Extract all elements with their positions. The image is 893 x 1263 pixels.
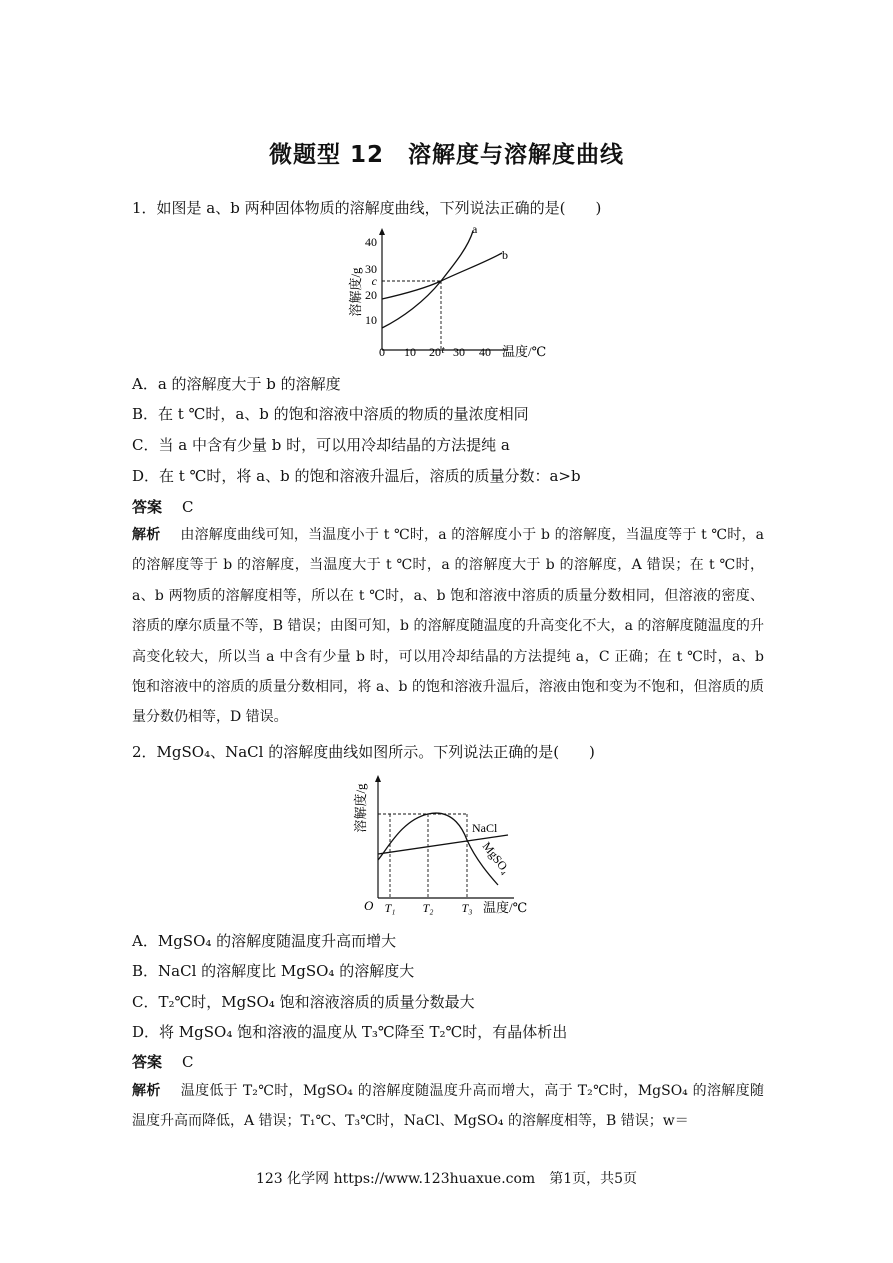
q2-option-c: C．T₂℃时，MgSO₄ 饱和溶液溶质的质量分数最大 <box>132 993 475 1011</box>
page-title: 微题型 12 溶解度与溶解度曲线 <box>268 142 624 168</box>
q1-ytick: 30 <box>365 262 377 276</box>
q2-xtick-t2: T₂ <box>422 901 434 915</box>
q1-xtick: 10 <box>404 345 416 359</box>
q2-stem: 2．MgSO₄、NaCl 的溶解度曲线如图所示。下列说法正确的是( ) <box>132 743 595 761</box>
q1-series-a-label: a <box>472 222 478 236</box>
q2-analysis <box>132 1076 764 1137</box>
q2-xtick-t3: T₃ <box>461 901 473 915</box>
q2-option-d: D．将 MgSO₄ 饱和溶液的温度从 T₃℃降至 T₂℃时，有晶体析出 <box>132 1023 568 1041</box>
q2-y-arrow <box>375 775 381 782</box>
q1-xtick: 30 <box>453 345 465 359</box>
q1-xtick: 20 <box>429 345 441 359</box>
q1-ytick: 40 <box>365 235 377 249</box>
q1-xtick: 40 <box>479 345 491 359</box>
q1-y-arrow <box>379 228 385 235</box>
q2-answer-label: 答案 <box>132 1053 163 1071</box>
q2-answer <box>132 1051 764 1072</box>
q2-answer-value: C <box>182 1053 194 1071</box>
q1-ytick: 20 <box>365 288 377 302</box>
page-footer: 123 化学网 https://www.123huaxue.com 第1页，共5页 <box>255 1171 638 1187</box>
q1-ytick: 10 <box>365 313 377 327</box>
q1-option-c: C．当 a 中含有少量 b 时，可以用冷却结晶的方法提纯 a <box>132 436 510 454</box>
q1-analysis <box>132 520 764 733</box>
q2-xlabel: 温度/℃ <box>483 900 528 915</box>
q2-origin: O <box>364 898 374 913</box>
q1-answer-value: C <box>182 498 194 516</box>
q1-ylabel: 溶解度/g <box>348 267 363 317</box>
q2-solubility-chart <box>352 768 542 920</box>
q1-answer-label: 答案 <box>132 498 163 516</box>
q1-t-label: t <box>441 344 445 356</box>
q1-solubility-chart <box>340 222 560 362</box>
q1-answer <box>132 496 764 517</box>
q1-xlabel: 温度/℃ <box>502 344 547 359</box>
q1-option-a: A．a 的溶解度大于 b 的溶解度 <box>132 375 341 393</box>
q2-ylabel: 溶解度/g <box>353 783 368 833</box>
q1-series-b-label: b <box>502 248 508 262</box>
q1-c-label: c <box>371 274 377 288</box>
q1-analysis-text: 由溶解度曲线可知，当温度小于 t ℃时，a 的溶解度小于 b 的溶解度，当温度等于 t ℃时，a 的溶解度等于 b 的溶解度，当温度大于 t ℃时，a 的溶解度大于 b 的溶解度，A 错误；在 t ℃时，a、b 两物质的溶解度相等，所以在 t ℃时，a、b 饱和溶液中溶质的质量分数相同，但溶液的密度、溶质的摩尔质量不等，B 错误；由图可知，b 的溶解度随温度的升高变化不大，a 的溶解度随温度的升高变化较大，所以当 a 中含有少量 b 时，可以用冷却结晶的方法提纯 a，C 正确；在 t ℃时，a、b 饱和溶液中的溶质的质量分数相同，将 a、b 的饱和溶液升温后，溶液由饱和变为不饱和，但溶质的质量分数仍相等，D 错误。 <box>132 527 764 726</box>
q2-xtick-t1: T₁ <box>384 901 396 915</box>
q1-xtick: 0 <box>379 345 385 359</box>
q2-analysis-label: 解析 <box>132 1083 161 1099</box>
q1-curve-a <box>382 231 473 328</box>
q2-series-mgso4-label: MgSO₄ <box>479 839 513 877</box>
q1-option-b: B．在 t ℃时，a、b 的饱和溶液中溶质的物质的量浓度相同 <box>132 405 529 423</box>
q2-option-b: B．NaCl 的溶解度比 MgSO₄ 的溶解度大 <box>132 962 415 980</box>
q1-stem: 1．如图是 a、b 两种固体物质的溶解度曲线，下列说法正确的是( ) <box>132 199 602 217</box>
q1-option-d: D．在 t ℃时，将 a、b 的饱和溶液升温后，溶质的质量分数：a>b <box>132 467 581 485</box>
q1-analysis-label: 解析 <box>132 527 161 543</box>
q2-analysis-text: 温度低于 T₂℃时，MgSO₄ 的溶解度随温度升高而增大，高于 T₂℃时，MgSO₄ 的溶解度随温度升高而降低，A 错误；T₁℃、T₃℃时，NaCl、MgSO₄ 的溶解度相等，B 错误；w＝ <box>132 1083 765 1130</box>
q2-option-a: A．MgSO₄ 的溶解度随温度升高而增大 <box>132 932 397 950</box>
q1-curve-b <box>382 253 502 299</box>
q2-series-nacl-label: NaCl <box>472 821 498 835</box>
